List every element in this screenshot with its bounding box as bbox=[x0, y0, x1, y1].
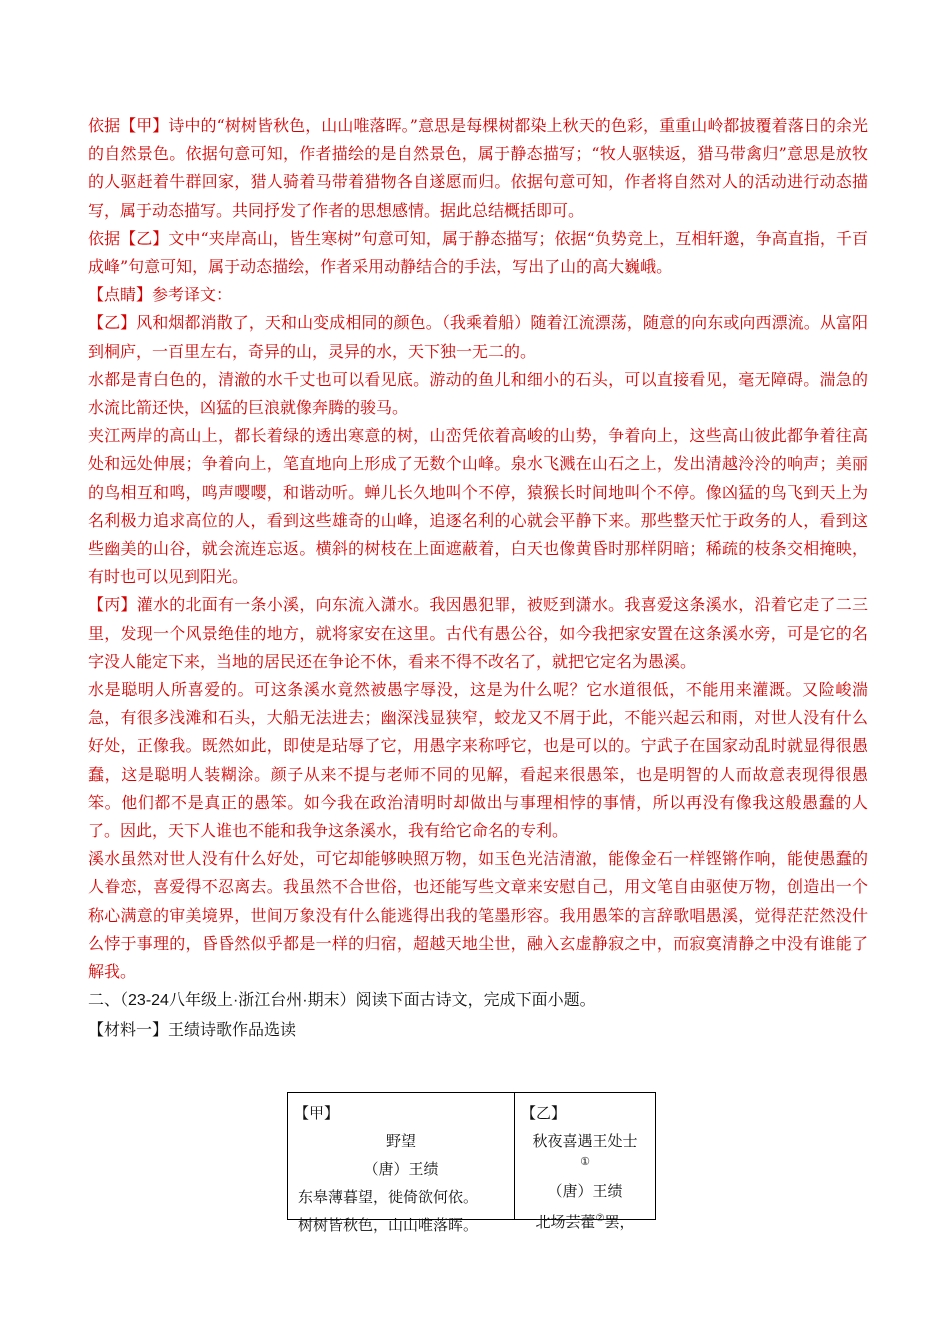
poem-a-author: （唐）王绩 bbox=[363, 1160, 439, 1178]
poem-b-note-mark: ① bbox=[580, 1155, 590, 1168]
poem-a-line-1: 东皋薄暮望，徙倚欲何依。 bbox=[298, 1188, 479, 1206]
answer-paragraph-2: 依据【乙】文中“夹岸高山，皆生寒树”句意可知，属于静态描写；依据“负势竞上，互相轩邈，争高直指，千百成峰”句意可知，属于动态描绘，作者采用动静结合的手法，写出了山的高大巍峨。 bbox=[88, 228, 868, 277]
poem-b-author: （唐）王绩 bbox=[547, 1182, 623, 1200]
annotation-heading: 【点睛】参考译文： bbox=[88, 285, 233, 305]
translation-paragraph-3: 夹江两岸的高山上，都长着绿的透出寒意的树，山峦凭依着高峻的山势，争着向上，这些高山彼此都争着往高处和远处伸展；争着向上，笔直地向上形成了无数个山峰。泉水飞溅在山石之上，发出清越泠泠的响声；美丽的鸟相互和鸣，鸣声嘤嘤，和谐动听。蝉儿长久地叫个不停，猿猴长时间地叫个不停。像凶猛的鸟飞到天上为名利极力追求高位的人，看到这些雄奇的山峰，追逐名利的心就会平静下来。那些整天忙于政务的人，看到这些幽美的山谷，就会流连忘返。横斜的树枝在上面遮蔽着，白天也像黄昏时那样阴暗；稀疏的枝条交相掩映，有时也可以见到阳光。 bbox=[88, 426, 868, 587]
poem-a-tag: 【甲】 bbox=[294, 1104, 340, 1122]
translation-paragraph-5: 水是聪明人所喜爱的。可这条溪水竟然被愚字辱没，这是为什么呢？它水道很低，不能用来灌溉。又险峻湍急，有很多浅滩和石头，大船无法进去；幽深浅显狭窄，蛟龙又不屑于此，不能兴起云和雨，对世人没有什么好处，正像我。既然如此，即使是玷辱了它，用愚字来称呼它，也是可以的。宁武子在国家动乱时就显得很愚蠢，这是聪明人装糊涂。颜子从来不提与老师不同的见解，看起来很愚笨，也是明智的人而故意表现得很愚笨。他们都不是真正的愚笨。如今我在政治清明时却做出与事理相悖的事情，所以再没有像我这般愚蠢的人了。因此，天下人谁也不能和我争这条溪水，我有给它命名的专利。 bbox=[88, 680, 868, 841]
question-source: 23-24八年级上·浙江台州·期末 bbox=[128, 992, 340, 1010]
footnote-mark: ② bbox=[595, 1213, 605, 1224]
poem-a-title: 野望 bbox=[385, 1132, 416, 1150]
answer-paragraph-1: 依据【甲】诗中的“树树皆秋色，山山唯落晖。”意思是每棵树都染上秋天的色彩，重重山岭都披覆着落日的余光的自然景色。依据句意可知，作者描绘的是自然景色，属于静态描写；“牧人驱犊返，猎马带禽归”意思是放牧的人驱赶着牛群回家，猎人骑着马带着猎物各自遂愿而归。依据句意可知，作者将自然对人的活动进行动态描写，属于动态描写。共同抒发了作者的思想感情。据此总结概括即可。 bbox=[88, 116, 868, 220]
question-heading: 二、（23-24八年级上·浙江台州·期末）阅读下面古诗文，完成下面小题。 bbox=[88, 990, 596, 1010]
translation-paragraph-4: 【丙】灌水的北面有一条小溪，向东流入潇水。我因愚犯罪，被贬到潇水。我喜爱这条溪水，沿着它走了二三里，发现一个风景绝佳的地方，就将家安在这里。古代有愚公谷，如今我把家安置在这条溪水旁，可是它的名字没人能定下来，当地的居民还在争论不休，看来不得不改名了，就把它定名为愚溪。 bbox=[88, 595, 868, 671]
poem-b-title: 秋夜喜遇王处士 bbox=[532, 1132, 638, 1150]
poem-table bbox=[287, 1092, 656, 1234]
document-body bbox=[88, 112, 868, 1044]
poem-b-tag: 【乙】 bbox=[521, 1104, 567, 1122]
poem-a-line-2: 树树皆秋色，山山唯落晖。 bbox=[298, 1216, 479, 1234]
translation-paragraph-6: 溪水虽然对世人没有什么好处，可它却能够映照万物，如玉色光洁清澈，能像金石一样铿锵作响，能使愚蠢的人眷恋，喜爱得不忍离去。我虽然不合世俗，也还能写些文章来安慰自己，用文笔自由驱使万物，创造出一个称心满意的审美境界，世间万象没有什么能逃得出我的笔墨形容。我用愚笨的言辞歌唱愚溪，觉得茫茫然没什么悖于事理的，昏昏然似乎都是一样的归宿，超越天地尘世，融入玄虚静寂之中，而寂寞清静之中没有谁能了解我。 bbox=[88, 849, 868, 982]
poem-b-line-1: 北场芸藿②罢， bbox=[535, 1213, 635, 1231]
translation-paragraph-1: 【乙】风和烟都消散了，天和山变成相同的颜色。（我乘着船）随着江流漂荡，随意的向东或向西漂流。从富阳到桐庐，一百里左右，奇异的山，灵异的水，天下独一无二的。 bbox=[88, 313, 868, 361]
translation-paragraph-2: 水都是青白色的，清澈的水千丈也可以看见底。游动的鱼儿和细小的石头，可以直接看见，毫无障碍。湍急的水流比箭还快，凶猛的巨浪就像奔腾的骏马。 bbox=[88, 369, 868, 418]
material-title: 【材料一】王绩诗歌作品选读 bbox=[88, 1019, 297, 1039]
poem-b-cell bbox=[515, 1093, 655, 1231]
poem-a-cell bbox=[288, 1093, 515, 1234]
